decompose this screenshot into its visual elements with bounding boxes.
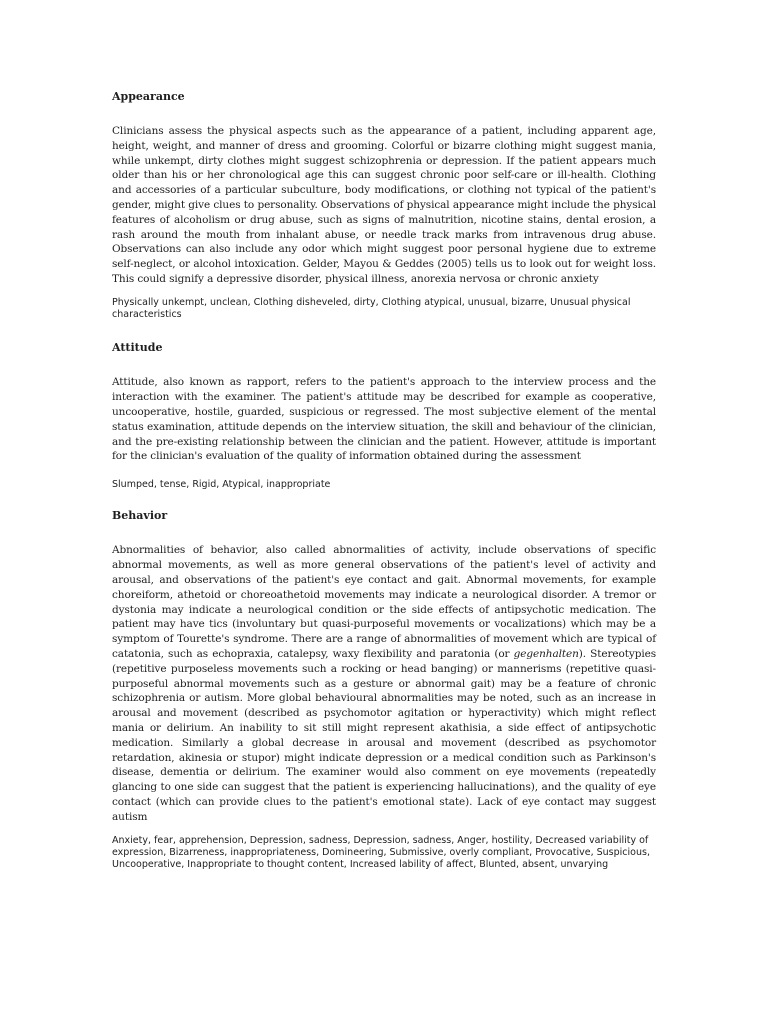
paragraph-behavior-part-2: ). Stereotypies (repetitive purposeless movements such a rocking or head banging) or mannerisms (repetitive quasi-purposeful abnormal movements such as a gesture or abnormal gait) may be a feature of chronic schizophrenia or autism. More global behavioural abnormalities may be noted, such as an increase in arousal and movement (described as psychomotor agitation or hyperactivity) which might reflect mania or delirium. An inability to sit still might represent akathisia, a side effect of antipsychotic medication. Similarly a global decrease in arousal and movement (described as psychomotor retardation, akinesia or stupor) might indicate depression or a medical condition such as Parkinson's disease, dementia or delirium. The examiner would also comment on eye movements (repeatedly glancing to one side can suggest that the patient is experiencing hallucinations), and the quality of eye contact (which can provide clues to the patient's emotional state). Lack of eye contact may suggest autism [112,648,656,823]
paragraph-behavior [112,543,656,824]
paragraph-attitude: Attitude, also known as rapport, refers to the patient's approach to the interview process and the interaction with the examiner. The patient's attitude may be described for example as cooperative, uncooperative, hostile, guarded, suspicious or regressed. The most subjective element of the mental status examination, attitude depends on the interview situation, the skill and behaviour of the clinician, and the pre-existing relationship between the clinician and the patient. However, attitude is important for the clinician's evaluation of the quality of information obtained during the assessment [112,376,656,463]
terms-attitude: Slumped, tense, Rigid, Atypical, inappropriate [112,479,331,491]
heading-attitude: Attitude [112,341,163,355]
paragraph-behavior-part-1: Abnormalities of behavior, also called abnormalities of activity, include observations of specific abnormal movements, as well as more general observations of the patient's level of activity and arousal, and observations of the patient's eye contact and gait. Abnormal movements, for example choreiform, athetoid or choreoathetoid movements may indicate a neurological disorder. A tremor or dystonia may indicate a neurological condition or the side effects of antipsychotic medication. The patient may have tics (involuntary but quasi-purposeful movements or vocalizations) which may be a symptom of Tourette's syndrome. There are a range of abnormalities of movement which are typical of catatonia, such as echopraxia, catalepsy, waxy flexibility and paratonia (or [112,544,656,661]
heading-appearance: Appearance [112,90,185,103]
paragraph-behavior-italic-term: gegenhalten [513,648,579,661]
terms-behavior: Anxiety, fear, apprehension, Depression, sadness, Depression, sadness, Anger, hostility, Decreased variability of expression, Bizarreness, inappropriateness, Domineering, Submissive, overly compliant, Provocative, Suspicious, Uncooperative, Inappropriate to thought content, Increased lability of affect, Blunted, absent, unvarying [112,834,650,871]
terms-appearance: Physically unkempt, unclean, Clothing disheveled, dirty, Clothing atypical, unusual, bizarre, Unusual physical characteristics [112,296,631,321]
heading-behavior: Behavior [112,509,168,523]
paragraph-appearance: Clinicians assess the physical aspects such as the appearance of a patient, including apparent age, height, weight, and manner of dress and grooming. Colorful or bizarre clothing might suggest mania, while unkempt, dirty clothes might suggest schizophrenia or depression. If the patient appears much older than his or her chronological age this can suggest chronic poor self-care or ill-health. Clothing and accessories of a particular subculture, body modifications, or clothing not typical of the patient's gender, might give clues to personality. Observations of physical appearance might include the physical features of alcoholism or drug abuse, such as signs of malnutrition, nicotine stains, dental erosion, a rash around the mouth from inhalant abuse, or needle track marks from intravenous drug abuse. Observations can also include any odor which might suggest poor personal hygiene due to extreme self-neglect, or alcohol intoxication. Gelder, Mayou & Geddes (2005) tells us to look out for weight loss. This could signify a depressive disorder, physical illness, anorexia nervosa or chronic anxiety [112,125,656,285]
document-page [112,88,656,871]
